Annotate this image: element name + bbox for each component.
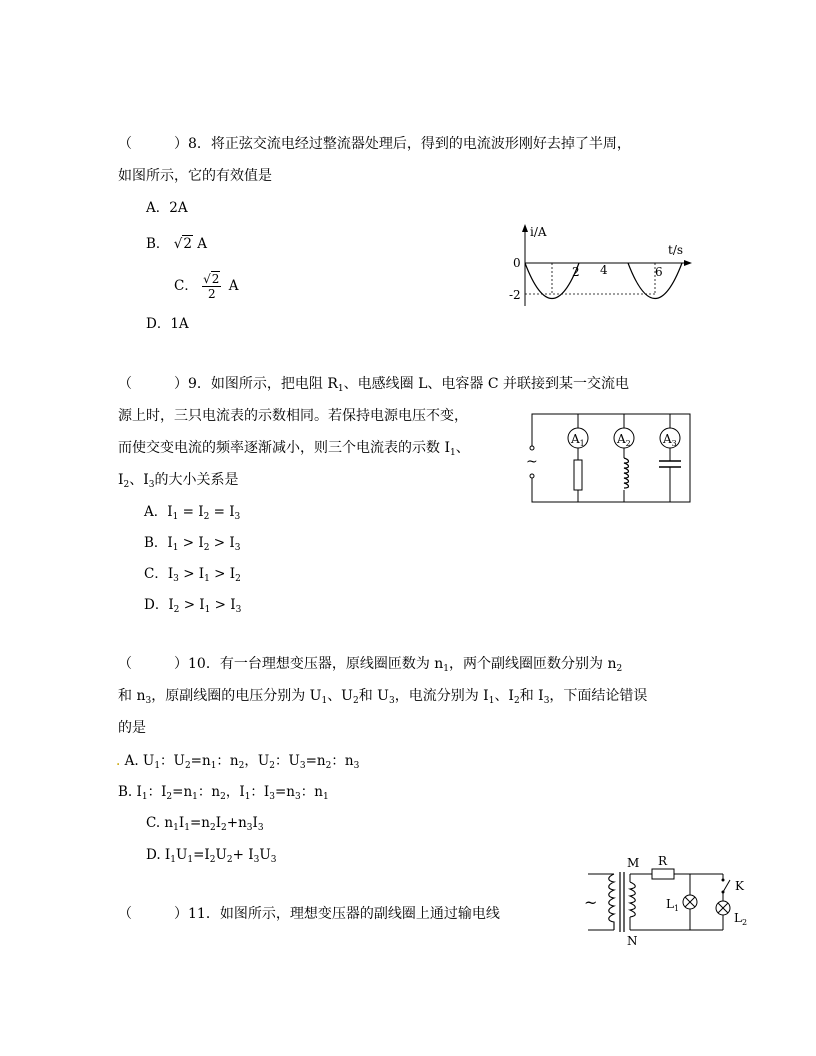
switch-K (723, 880, 730, 892)
q10-option-a: . A. $U_1$：$U_2=n_1$：$n_2$，$U_2$：$U_3=n_2$：$n_3$ (116, 753, 360, 771)
q9-line1: （ ）9．如图所示，把电阻 $R_1$、电感线圈 L、电容器 C 并联接到某一交流电 (118, 376, 629, 394)
y-axis-arrow (522, 224, 528, 232)
label-N: N (627, 934, 638, 948)
y-axis-label: i/A (530, 225, 547, 239)
q9-parallel-circuit (520, 408, 700, 508)
terminal-bottom (530, 474, 534, 478)
q10-line1: （ ）10．有一台理想变压器，原线圈匝数为 $n_1$，两个副线圈匝数分别为 $n_2$ (118, 656, 623, 674)
q9-option-c: C．$I_3 > I_1 > I_2$ (144, 566, 241, 584)
q10-option-c: C. $n_1I_1=n_2I_2+n_3I_3$ (146, 815, 264, 833)
tick-6: 6 (655, 265, 663, 279)
q9-option-d: D．$I_2 > I_1 > I_3$ (144, 597, 242, 615)
label-M: M (627, 856, 640, 870)
q8-option-c-unit: A (228, 278, 239, 294)
q8-line2: 如图所示，它的有效值是 (118, 168, 272, 184)
q8-option-b-label: B． (146, 236, 170, 252)
q11-transformer-circuit (580, 852, 760, 948)
q8-option-c-label: C． (174, 278, 198, 294)
q9-line2: 源上时，三只电流表的示数相同。若保持电源电压不变， (118, 408, 468, 424)
label-L1: $L_1$ (666, 897, 680, 913)
secondary-coil (630, 882, 635, 917)
q9-line4: $I_2$、$I_3$的大小关系是 (118, 472, 239, 490)
resistor-R (652, 869, 674, 879)
q8-option-b-unit: A (197, 236, 207, 252)
q9-line3: 而使交变电流的频率逐渐减小，则三个电流表的示数 $I_1$、 (118, 440, 470, 458)
ammeter-a2-label: $A_2$ (617, 432, 631, 448)
q9-option-b: B．$I_1 > I_2 > I_3$ (144, 535, 241, 553)
q10-line2: 和 $n_3$，原副线圈的电压分别为 $U_1$、$U_2$和 $U_3$，电流分别为 $I_1$、$I_2$和 $I_3$，下面结论错误 (118, 688, 648, 706)
label-L2: $L_2$ (734, 911, 748, 927)
q8-option-b (146, 234, 207, 254)
q10-option-d: D. $I_1U_1=I_2U_2+ I_3U_3$ (146, 847, 277, 865)
zero-label: 0 (513, 256, 521, 270)
ac-source-symbol: ~ (584, 893, 598, 912)
tick-2: 2 (572, 265, 580, 279)
q10-line3: 的是 (118, 720, 146, 736)
q8-option-c (174, 268, 238, 304)
ac-source-symbol: ~ (526, 454, 538, 470)
neg2-label: -2 (509, 288, 521, 302)
sqrt-symbol: √2 (173, 236, 192, 252)
label-K: K (735, 879, 744, 893)
circuit-frame (532, 414, 690, 502)
q8-waveform-graph (500, 222, 700, 312)
ammeter-a3-label: $A_3$ (663, 432, 677, 448)
fraction: $\frac{√2}{2}$ (203, 272, 220, 301)
terminal-top (530, 446, 534, 450)
tick-4: 4 (600, 263, 608, 277)
x-axis-arrow (684, 260, 692, 266)
q8-line1: （ ）8．将正弦交流电经过整流器处理后，得到的电流波形刚好去掉了半周， (118, 136, 631, 152)
label-R: R (658, 854, 668, 868)
q8-option-a: A．2A (146, 200, 188, 216)
q9-option-a: A．$I_1 = I_2 = I_3$ (144, 504, 241, 522)
q11-line1: （ ）11．如图所示，理想变压器的副线圈上通过输电线 (118, 906, 500, 922)
x-axis-label: t/s (668, 243, 684, 257)
primary-coil (609, 874, 614, 930)
resistor (574, 460, 582, 490)
ammeter-a1-label: $A_1$ (571, 432, 585, 448)
q8-option-d: D．1A (146, 316, 189, 332)
q10-option-b: B. $I_1$：$I_2=n_1$：$n_2$，$I_1$：$I_3=n_3$：$n_1$ (118, 784, 329, 802)
